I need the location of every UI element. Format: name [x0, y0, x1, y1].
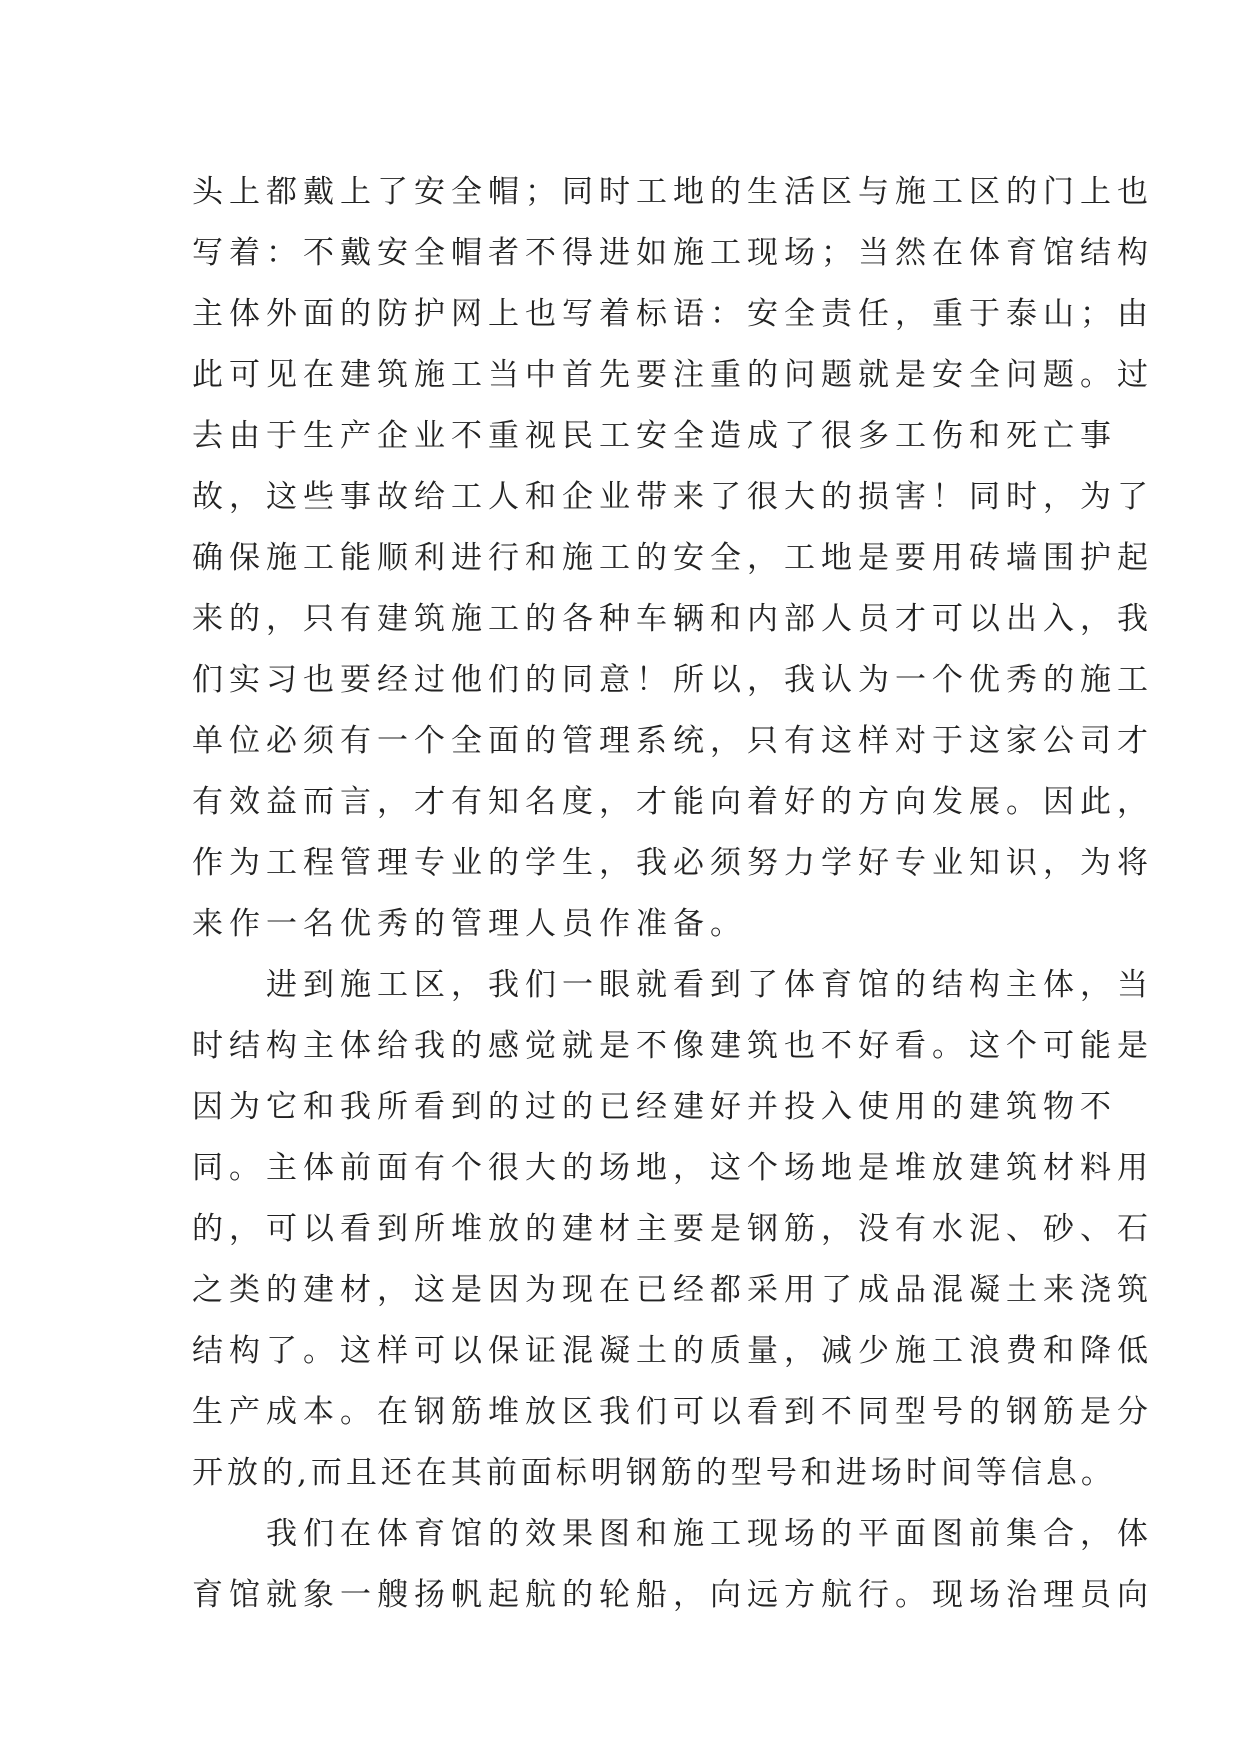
text-line: 的，可以看到所堆放的建材主要是钢筋，没有水泥、砂、石	[192, 1211, 1154, 1247]
text-line: 同。主体前面有个很大的场地，这个场地是堆放建筑材料用	[192, 1150, 1154, 1186]
text-line: 头上都戴上了安全帽；同时工地的生活区与施工区的门上也	[192, 174, 1154, 210]
text-line: 开放的,而且还在其前面标明钢筋的型号和进场时间等信息。	[192, 1455, 1116, 1491]
text-line: 此可见在建筑施工当中首先要注重的问题就是安全问题。过	[192, 357, 1154, 393]
text-line: 生产成本。在钢筋堆放区我们可以看到不同型号的钢筋是分	[192, 1394, 1154, 1430]
text-line: 育馆就象一艘扬帆起航的轮船，向远方航行。现场治理员向	[192, 1577, 1154, 1613]
text-line: 确保施工能顺利进行和施工的安全，工地是要用砖墙围护起	[192, 540, 1154, 576]
text-line: 来作一名优秀的管理人员作准备。	[192, 906, 747, 942]
text-line: 之类的建材，这是因为现在已经都采用了成品混凝土来浇筑	[192, 1272, 1154, 1308]
text-line: 去由于生产企业不重视民工安全造成了很多工伤和死亡事	[192, 418, 1117, 454]
body-text	[192, 162, 1154, 1626]
paragraph-start-line: 我们在体育馆的效果图和施工现场的平面图前集合，体	[266, 1516, 1154, 1552]
paragraph-start-line: 进到施工区，我们一眼就看到了体育馆的结构主体，当	[266, 967, 1154, 1003]
text-line: 有效益而言，才有知名度，才能向着好的方向发展。因此，	[192, 784, 1154, 820]
text-line: 时结构主体给我的感觉就是不像建筑也不好看。这个可能是	[192, 1028, 1154, 1064]
text-line: 们实习也要经过他们的同意！所以，我认为一个优秀的施工	[192, 662, 1154, 698]
text-line: 故，这些事故给工人和企业带来了很大的损害！同时，为了	[192, 479, 1154, 515]
text-line: 因为它和我所看到的过的已经建好并投入使用的建筑物不	[192, 1089, 1117, 1125]
text-line: 结构了。这样可以保证混凝土的质量，减少施工浪费和降低	[192, 1333, 1154, 1369]
text-line: 写着：不戴安全帽者不得进如施工现场；当然在体育馆结构	[192, 235, 1154, 271]
text-line: 单位必须有一个全面的管理系统，只有这样对于这家公司才	[192, 723, 1154, 759]
text-line: 作为工程管理专业的学生，我必须努力学好专业知识，为将	[192, 845, 1154, 881]
text-line: 来的，只有建筑施工的各种车辆和内部人员才可以出入，我	[192, 601, 1154, 637]
text-line: 主体外面的防护网上也写着标语：安全责任，重于泰山；由	[192, 296, 1154, 332]
